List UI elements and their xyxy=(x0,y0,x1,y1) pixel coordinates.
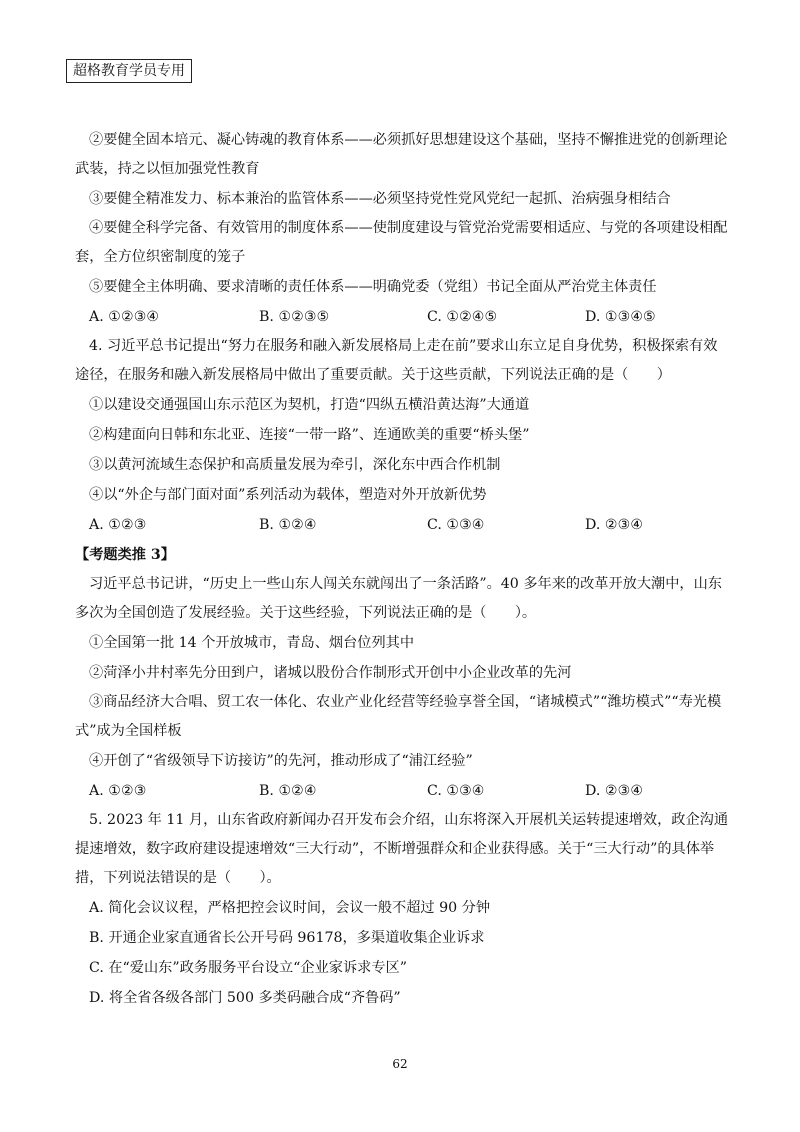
analog-item-1: ①全国第一批 14 个开放城市，青岛、烟台位列其中 xyxy=(89,635,415,651)
q4-option-c[interactable]: C. ①③④ xyxy=(427,517,485,533)
q3-option-a[interactable]: A. ①②③④ xyxy=(89,309,160,325)
section-title: 【考题类推 3】 xyxy=(75,547,175,563)
analog-options xyxy=(89,776,729,806)
q4-option-d[interactable]: D. ②③④ xyxy=(585,517,644,533)
q4-stem: 4. 习近平总书记提出“努力在服务和融入新发展格局上走在前”要求山东立足自身优势，积极探索有效途径，在服务和融入新发展格局中做出了重要贡献。关于这些贡献，下列说法正确的是（ ） xyxy=(75,338,718,383)
analog-option-d[interactable]: D. ②③④ xyxy=(585,783,644,799)
page-number: 62 xyxy=(392,1057,408,1071)
analog-item-4: ④开创了“省级领导下访接访”的先河，推动形成了“浦江经验” xyxy=(89,753,473,769)
analog-option-b[interactable]: B. ①②④ xyxy=(259,783,317,799)
q5-option-c[interactable]: C. 在“爱山东”政务服务平台设立“企业家诉求专区” xyxy=(89,960,407,976)
analog-option-a[interactable]: A. ①②③ xyxy=(89,783,147,799)
analog-option-c[interactable]: C. ①③④ xyxy=(427,783,485,799)
q3-option-b[interactable]: B. ①②③⑤ xyxy=(259,309,330,325)
q3-item-5: ⑤要健全主体明确、要求清晰的责任体系——明确党委（党组）书记全面从严治党主体责任 xyxy=(89,279,657,295)
q4-item-3: ③以黄河流域生态保护和高质量发展为牵引，深化东中西合作机制 xyxy=(89,457,501,473)
analog-item-2: ②菏泽小井村率先分田到户，诸城以股份合作制形式开创中小企业改革的先河 xyxy=(89,665,572,681)
analog-stem: 习近平总书记讲，“历史上一些山东人闯关东就闯出了一条活路”。40 多年来的改革开放大潮中，山东多次为全国创造了发展经验。关于这些经验，下列说法正确的是（ ）。 xyxy=(75,576,722,621)
header-label: 超格教育学员专用 xyxy=(66,59,192,83)
analog-item-3: ③商品经济大合唱、贸工农一体化、农业产业化经营等经验享誉全国，“诸城模式”“潍坊模式”“寿光模式”成为全国样板 xyxy=(75,694,722,739)
q4-option-a[interactable]: A. ①②③ xyxy=(89,517,147,533)
q5-stem: 5. 2023 年 11 月，山东省政府新闻办召开发布会介绍，山东将深入开展机关运转提速增效，政企沟通提速增效，数字政府建设提速增效“三大行动”，不断增强群众和企业获得感。关于“三大行动”的具体举措，下列说法错误的是（ ）。 xyxy=(75,812,729,886)
q3-option-c[interactable]: C. ①②④⑤ xyxy=(427,309,498,325)
q3-item-2: ②要健全固本培元、凝心铸魂的教育体系——必须抓好思想建设这个基础，坚持不懈推进党的创新理论武装，持之以恒加强党性教育 xyxy=(75,132,728,177)
q3-item-3: ③要健全精准发力、标本兼治的监管体系——必须坚持党性党风党纪一起抓、治病强身相结合 xyxy=(89,191,671,207)
page-content xyxy=(75,126,729,1013)
q4-item-1: ①以建设交通强国山东示范区为契机，打造“四纵五横沿黄达海”大通道 xyxy=(89,397,530,413)
q5-option-a[interactable]: A. 简化会议议程，严格把控会议时间，会议一般不超过 90 分钟 xyxy=(89,900,491,916)
q4-options xyxy=(89,510,729,540)
q5-option-b[interactable]: B. 开通企业家直通省长公开号码 96178，多渠道收集企业诉求 xyxy=(89,930,485,946)
q3-options xyxy=(89,302,729,332)
q5-option-d[interactable]: D. 将全省各级各部门 500 多类码融合成“齐鲁码” xyxy=(89,990,401,1006)
q4-item-2: ②构建面向日韩和东北亚、连接“一带一路”、连通欧美的重要“桥头堡” xyxy=(89,427,530,443)
q4-item-4: ④以“外企与部门面对面”系列活动为载体，塑造对外开放新优势 xyxy=(89,487,487,503)
q3-item-4: ④要健全科学完备、有效管用的制度体系——使制度建设与管党治党需要相适应、与党的各项建设相配套，全方位织密制度的笼子 xyxy=(75,220,728,265)
q4-option-b[interactable]: B. ①②④ xyxy=(259,517,317,533)
q3-option-d[interactable]: D. ①③④⑤ xyxy=(585,309,656,325)
